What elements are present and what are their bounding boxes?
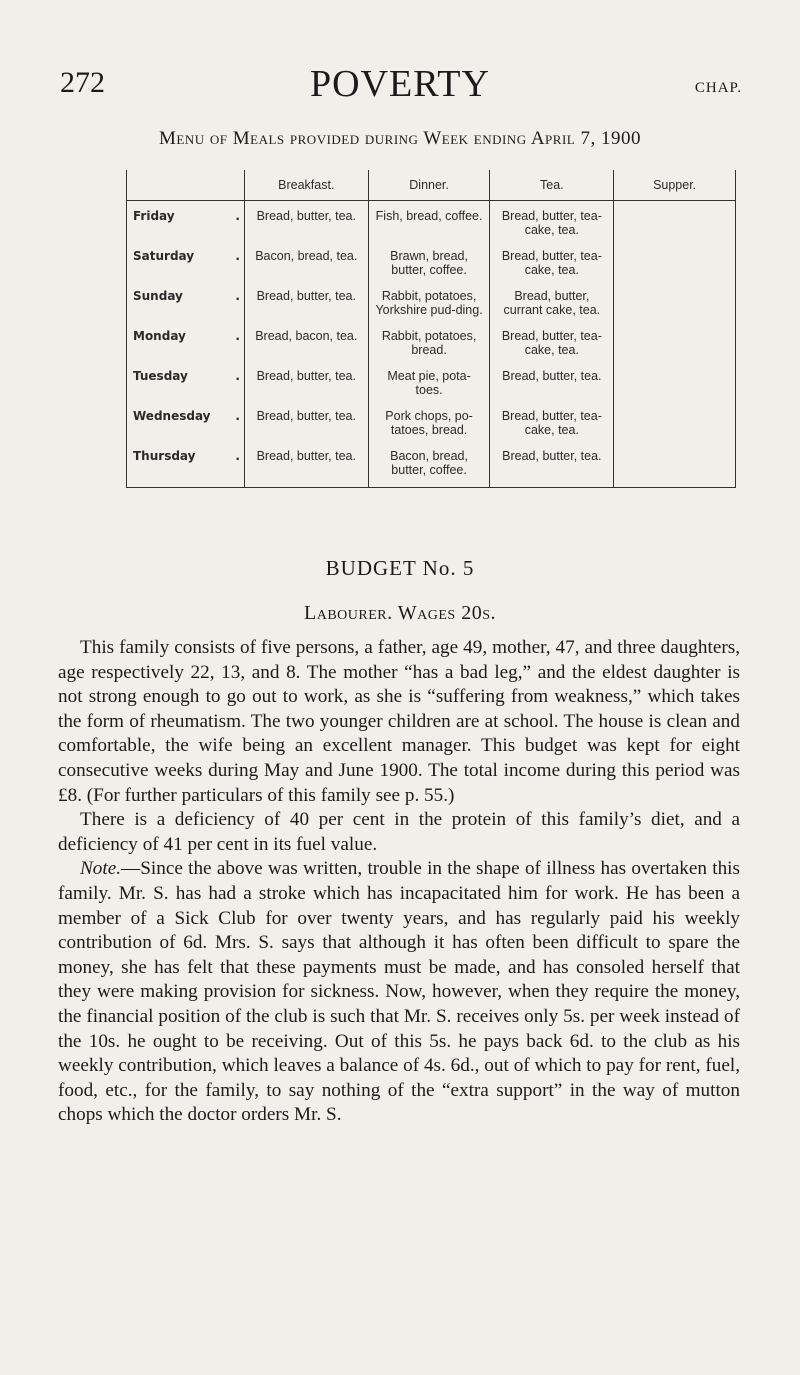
page-header: [0, 62, 800, 112]
menu-table: [126, 170, 736, 488]
table-row: [127, 441, 736, 488]
tea-cell: Bread, butter, tea-cake, tea.: [490, 321, 614, 361]
tea-cell: Bread, butter, tea.: [490, 441, 614, 488]
dinner-cell: Rabbit, potatoes, Yorkshire pud-ding.: [368, 281, 490, 321]
table-row: [127, 401, 736, 441]
note-label: Note.: [80, 858, 122, 880]
page-number: 272: [60, 66, 105, 99]
note-text: —Since the above was written, trouble in the shape of illness has overtaken this family. Mr. S. has had a stroke which has incapacitated him for work. He has been a member of a Sick Club for over twenty years, and has regularly paid his weekly contribution of 6d. Mrs. S. says that although it has often been difficult to spare the money, she has felt that these payments must be made, and has consoled herself that they were making provision for sickness. Now, however, when they require the money, the financial position of the club is such that Mr. S. receives only 5s. per week instead of the 10s. he ought to be receiving. Out of this 5s. he pays back 6d. to the club as his weekly contribution, which leaves a balance of 4s. 6d., out of which to pay for rent, fuel, food, etc., for the family, to say nothing of the “extra support” in the way of mutton chops which the doctor orders Mr. S.: [58, 858, 740, 1126]
table-row: [127, 201, 736, 242]
dinner-cell: Meat pie, pota-toes.: [368, 361, 490, 401]
supper-cell: [614, 201, 736, 242]
dinner-cell: Rabbit, potatoes, bread.: [368, 321, 490, 361]
paragraph-note: [58, 857, 740, 1128]
day-cell: Saturday .: [127, 241, 245, 281]
body-text: [58, 636, 740, 1128]
dinner-cell: Fish, bread, coffee.: [368, 201, 490, 242]
budget-subtitle: Labourer. Wages 20s.: [304, 602, 496, 624]
tea-cell: Bread, butter, tea-cake, tea.: [490, 201, 614, 242]
supper-cell: [614, 361, 736, 401]
breakfast-cell: Bread, butter, tea.: [244, 201, 368, 242]
supper-cell: [614, 401, 736, 441]
table-row: [127, 281, 736, 321]
menu-title: Menu of Meals provided during Week ending April 7, 1900: [159, 128, 641, 149]
breakfast-cell: Bread, butter, tea.: [244, 441, 368, 488]
day-cell: Monday .: [127, 321, 245, 361]
day-cell: Sunday .: [127, 281, 245, 321]
day-cell: Thursday .: [127, 441, 245, 488]
supper-cell: [614, 241, 736, 281]
day-cell: Tuesday .: [127, 361, 245, 401]
column-header-breakfast: Breakfast.: [244, 170, 368, 201]
tea-cell: Bread, butter, tea-cake, tea.: [490, 241, 614, 281]
tea-cell: Bread, butter, tea.: [490, 361, 614, 401]
breakfast-cell: Bread, butter, tea.: [244, 361, 368, 401]
table-row: [127, 321, 736, 361]
dinner-cell: Brawn, bread, butter, coffee.: [368, 241, 490, 281]
column-header-dinner: Dinner.: [368, 170, 490, 201]
budget-title: BUDGET No. 5: [325, 556, 475, 580]
breakfast-cell: Bread, bacon, tea.: [244, 321, 368, 361]
breakfast-cell: Bread, butter, tea.: [244, 281, 368, 321]
running-title: POVERTY: [310, 63, 490, 105]
table-row: [127, 361, 736, 401]
tea-cell: Bread, butter, tea-cake, tea.: [490, 401, 614, 441]
day-cell: Friday .: [127, 201, 245, 242]
breakfast-cell: Bread, butter, tea.: [244, 401, 368, 441]
table-row: [127, 241, 736, 281]
paragraph-deficiency: There is a deficiency of 40 per cent in the protein of this family’s diet, and a deficiency of 41 per cent in its fuel value.: [58, 809, 740, 855]
chapter-label: CHAP.: [694, 80, 742, 96]
column-header-tea: Tea.: [490, 170, 614, 201]
tea-cell: Bread, butter, currant cake, tea.: [490, 281, 614, 321]
paragraph-family: This family consists of five persons, a father, age 49, mother, 47, and three daughters, age respectively 22, 13, and 8. The mother “has a bad leg,” and the eldest daughter is not strong enough to go out to work, as she is “suffering from weakness,” which takes the form of rheumatism. The two younger children are at school. The house is clean and comfortable, the wife being an excellent manager. This budget was kept for eight consecutive weeks during May and June 1900. The total income during this period was £8. (For further particulars of this family see p. 55.): [58, 637, 740, 806]
supper-cell: [614, 441, 736, 488]
column-header-supper: Supper.: [614, 170, 736, 201]
day-column-header: [127, 170, 245, 201]
dinner-cell: Bacon, bread, butter, coffee.: [368, 441, 490, 488]
dinner-cell: Pork chops, po-tatoes, bread.: [368, 401, 490, 441]
supper-cell: [614, 281, 736, 321]
day-cell: Wednesday .: [127, 401, 245, 441]
menu-header-row: [127, 170, 736, 201]
supper-cell: [614, 321, 736, 361]
breakfast-cell: Bacon, bread, tea.: [244, 241, 368, 281]
